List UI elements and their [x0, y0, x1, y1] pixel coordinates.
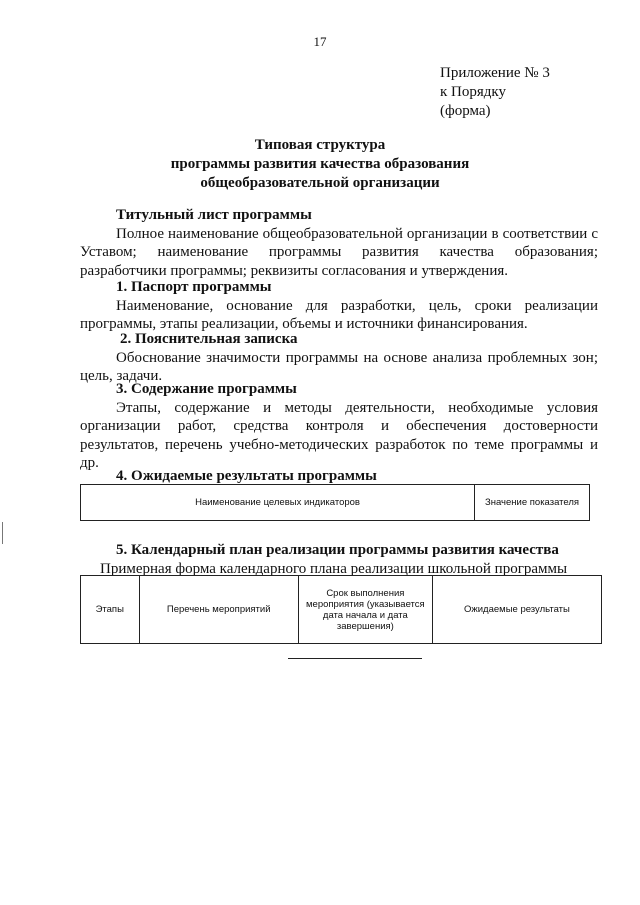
section-heading: 2. Пояснительная записка: [120, 331, 298, 347]
plan-header-results: Ожидаемые результаты: [432, 576, 601, 644]
section-heading: 1. Паспорт программы: [116, 279, 272, 295]
appendix-line-form: (форма): [440, 103, 491, 119]
appendix-line-order: к Порядку: [440, 84, 506, 100]
closing-line: [288, 658, 422, 659]
section-explanatory-note: [80, 330, 598, 386]
section-heading: 4. Ожидаемые результаты программы: [116, 468, 377, 484]
title-line-1: Типовая структура: [254, 137, 386, 153]
appendix-label: [440, 64, 550, 121]
title-line-2: программы развития качества образования: [170, 156, 470, 172]
section-text: Полное наименование общеобразовательной организации в соответствии с Уставом; наименование программы развития качества образования; разработчики программы; реквизиты согласования и утверждения.: [80, 225, 598, 279]
section-passport: [80, 278, 598, 334]
section-results: [80, 467, 598, 486]
appendix-line-number: Приложение № 3: [440, 65, 550, 81]
results-header-indicators: Наименование целевых индикаторов: [81, 485, 475, 521]
section-text: Наименование, основание для разработки, цель, сроки реализации программы, этапы реализации, объемы и источники финансирования.: [80, 297, 598, 332]
section-heading: 3. Содержание программы: [116, 381, 297, 397]
section-text: Обоснование значимости программы на основе анализа проблемных зон; цель, задачи.: [80, 349, 598, 384]
title-line-3: общеобразовательной организации: [200, 175, 440, 191]
scan-edge-mark: [2, 522, 3, 544]
section-subheading: Примерная форма календарного плана реализации школьной программы: [100, 560, 568, 577]
section-heading: 5. Календарный план реализации программы развития качества: [116, 542, 559, 558]
page-number: 17: [313, 34, 327, 49]
plan-table: [80, 575, 602, 644]
section-title-page: [80, 206, 598, 280]
section-plan: [80, 541, 610, 578]
results-header-value: Значение показателя: [475, 485, 590, 521]
section-text: Этапы, содержание и методы деятельности, необходимые условия организации работ, средства контроля и обеспечения достоверности результатов, перечень учебно-методических разработок по теме программы и др.: [80, 399, 598, 471]
plan-header-deadline: Срок выполнения мероприятия (указывается дата начала и дата завершения): [298, 576, 432, 644]
document-title: [0, 136, 640, 193]
plan-header-activities: Перечень мероприятий: [139, 576, 298, 644]
results-table: [80, 484, 590, 521]
plan-header-stages: Этапы: [81, 576, 140, 644]
section-content: [80, 380, 598, 473]
section-heading: Титульный лист программы: [116, 207, 312, 223]
